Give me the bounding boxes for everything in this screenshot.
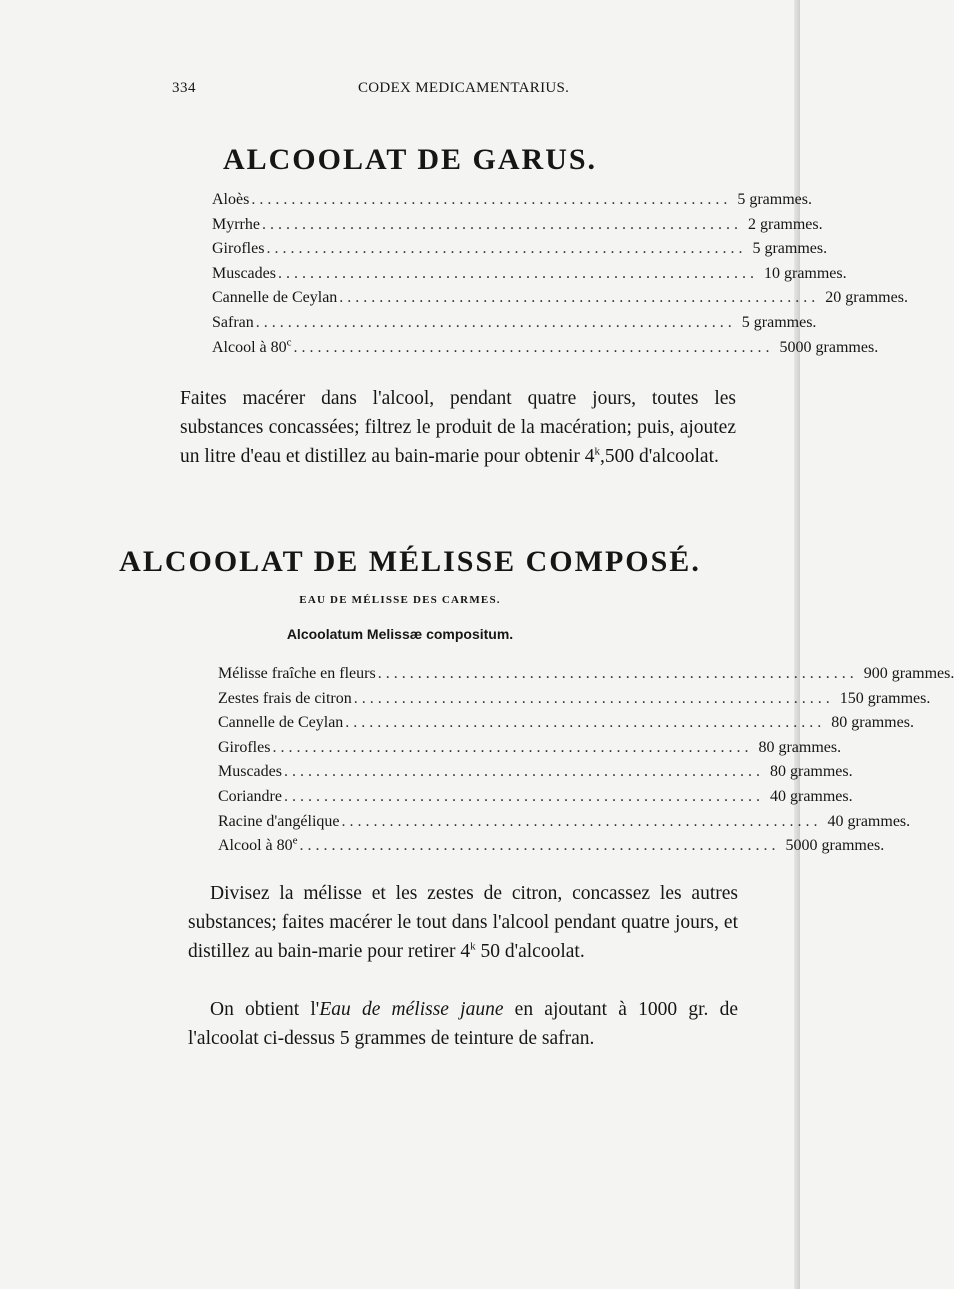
garus-title: ALCOOLAT DE GARUS. <box>222 143 598 176</box>
ingredient-name-text: Alcool à 80 <box>218 837 293 855</box>
ingredient-row <box>218 763 853 788</box>
garus-instructions-text: Faites macérer dans l'alcool, pendant quatre jours, toutes les substances concassées; filtrez le produit de la macération; puis, ajoutez un litre d'eau et distillez au bain-marie pour obtenir 4 <box>180 388 736 467</box>
ingredient-name-text: Aloès <box>212 191 250 208</box>
ingredient-quantity: 5 grammes. <box>741 313 817 331</box>
melisse-subtitle: EAU DE MÉLISSE DES CARMES. <box>299 594 501 606</box>
ingredient-quantity: 5000 grammes. <box>785 837 885 855</box>
ingredient-row <box>218 714 914 739</box>
leader-dots: ............................................................ <box>272 738 753 756</box>
ingredient-quantity: 2 grammes. <box>747 215 823 233</box>
ingredient-name <box>218 714 343 732</box>
ingredient-name <box>212 216 260 234</box>
leader-dots: ............................................................ <box>299 837 780 855</box>
leader-dots: ............................................................ <box>293 338 774 356</box>
leader-dots: ............................................................ <box>345 714 826 732</box>
ingredient-name <box>212 336 292 357</box>
ingredient-name <box>218 788 282 806</box>
garus-instructions-end: ,500 d'alcoolat. <box>600 446 719 467</box>
garus-ingredient-list <box>212 191 908 363</box>
ingredient-quantity: 5 grammes. <box>752 240 828 258</box>
ingredient-name-text: Zestes frais de citron <box>218 689 352 707</box>
melisse-instructions <box>188 879 738 966</box>
ingredient-name <box>218 834 298 855</box>
melisse-instructions-text: Divisez la mélisse et les zestes de citron, concassez les autres substances; faites macérer le tout dans l'alcool pendant quatre jours, et distillez au bain-marie pour retirer 4 <box>188 883 738 962</box>
ingredient-quantity: 10 grammes. <box>763 264 847 282</box>
melisse-title: ALCOOLAT DE MÉLISSE COMPOSÉ. <box>119 545 701 578</box>
melisse-note-prefix: On obtient l' <box>210 999 320 1020</box>
ingredient-name-sup: c <box>286 336 292 349</box>
leader-dots: ............................................................ <box>283 763 764 781</box>
melisse-ingredient-list <box>218 665 954 862</box>
ingredient-quantity: 80 grammes. <box>831 714 914 732</box>
garus-instructions-sup: k <box>594 445 600 458</box>
ingredient-quantity: 40 grammes. <box>827 812 911 830</box>
ingredient-name <box>218 813 340 831</box>
leader-dots: ............................................................ <box>261 215 742 233</box>
ingredient-quantity: 20 grammes. <box>825 289 908 307</box>
ingredient-row <box>212 240 828 265</box>
leader-dots: ............................................................ <box>251 191 732 208</box>
ingredient-name-sup: e <box>292 834 298 847</box>
leader-dots: ............................................................ <box>277 264 758 282</box>
ingredient-name <box>212 314 254 332</box>
leader-dots: ............................................................ <box>255 313 736 331</box>
ingredient-row <box>218 738 842 764</box>
ingredient-row <box>212 289 908 314</box>
ingredient-name-text: Safran <box>212 313 254 331</box>
melisse-note-italic: Eau de mélisse jaune <box>319 999 504 1020</box>
ingredient-name-text: Racine d'angélique <box>218 812 340 830</box>
ingredient-quantity: 5000 grammes. <box>779 338 879 356</box>
page-number: 334 <box>172 80 196 96</box>
ingredient-quantity: 80 grammes. <box>758 738 842 756</box>
ingredient-row <box>212 264 847 290</box>
ingredient-row <box>218 834 885 862</box>
ingredient-row <box>218 787 853 813</box>
ingredient-name <box>212 191 249 209</box>
ingredient-name-text: Cannelle de Ceylan <box>218 714 344 732</box>
garus-instructions <box>180 384 736 471</box>
ingredient-quantity: 80 grammes. <box>769 763 853 781</box>
ingredient-name <box>218 690 352 708</box>
running-head: CODEX MEDICAMENTARIUS. <box>358 80 570 96</box>
ingredient-name-text: Muscades <box>218 763 282 781</box>
leader-dots: ............................................................ <box>341 812 822 830</box>
ingredient-row <box>212 215 823 241</box>
ingredient-name-text: Mélisse fraîche en fleurs <box>218 665 376 682</box>
ingredient-row <box>218 665 954 690</box>
leader-dots: ............................................................ <box>266 240 747 258</box>
leader-dots: ............................................................ <box>353 689 834 707</box>
melisse-latin-name: Alcoolatum Melissæ compositum. <box>286 626 514 642</box>
leader-dots: ............................................................ <box>339 289 820 307</box>
leader-dots: ............................................................ <box>283 787 764 805</box>
ingredient-quantity: 150 grammes. <box>839 689 931 707</box>
ingredient-name-text: Cannelle de Ceylan <box>212 289 338 307</box>
ingredient-row <box>218 689 931 715</box>
ingredient-row <box>212 191 812 216</box>
ingredient-name <box>218 763 282 781</box>
ingredient-name-text: Muscades <box>212 264 276 282</box>
leader-dots: ............................................................ <box>377 665 858 682</box>
melisse-instructions-sup: k <box>470 940 476 953</box>
ingredient-name <box>212 240 264 258</box>
page-header <box>172 80 732 104</box>
ingredient-quantity: 40 grammes. <box>769 787 853 805</box>
ingredient-quantity: 5 grammes. <box>737 191 812 208</box>
ingredient-name-text: Myrrhe <box>212 215 260 233</box>
melisse-note-suffix: en ajoutant à 1000 gr. de l'alcoolat ci-dessus 5 grammes de teinture de safran. <box>188 999 739 1049</box>
ingredient-name <box>212 265 276 283</box>
ingredient-row <box>212 336 879 364</box>
ingredient-name <box>218 739 270 757</box>
ingredient-row <box>218 812 911 838</box>
melisse-note <box>188 995 738 1053</box>
ingredient-name-text: Girofles <box>218 738 271 756</box>
ingredient-name <box>212 289 337 307</box>
ingredient-name-text: Alcool à 80 <box>212 338 287 356</box>
ingredient-quantity: 900 grammes. <box>863 665 954 682</box>
ingredient-row <box>212 313 817 339</box>
ingredient-name-text: Coriandre <box>218 787 282 805</box>
ingredient-name <box>218 665 376 683</box>
ingredient-name-text: Girofles <box>212 240 265 258</box>
melisse-instructions-end: 50 d'alcoolat. <box>475 941 585 962</box>
